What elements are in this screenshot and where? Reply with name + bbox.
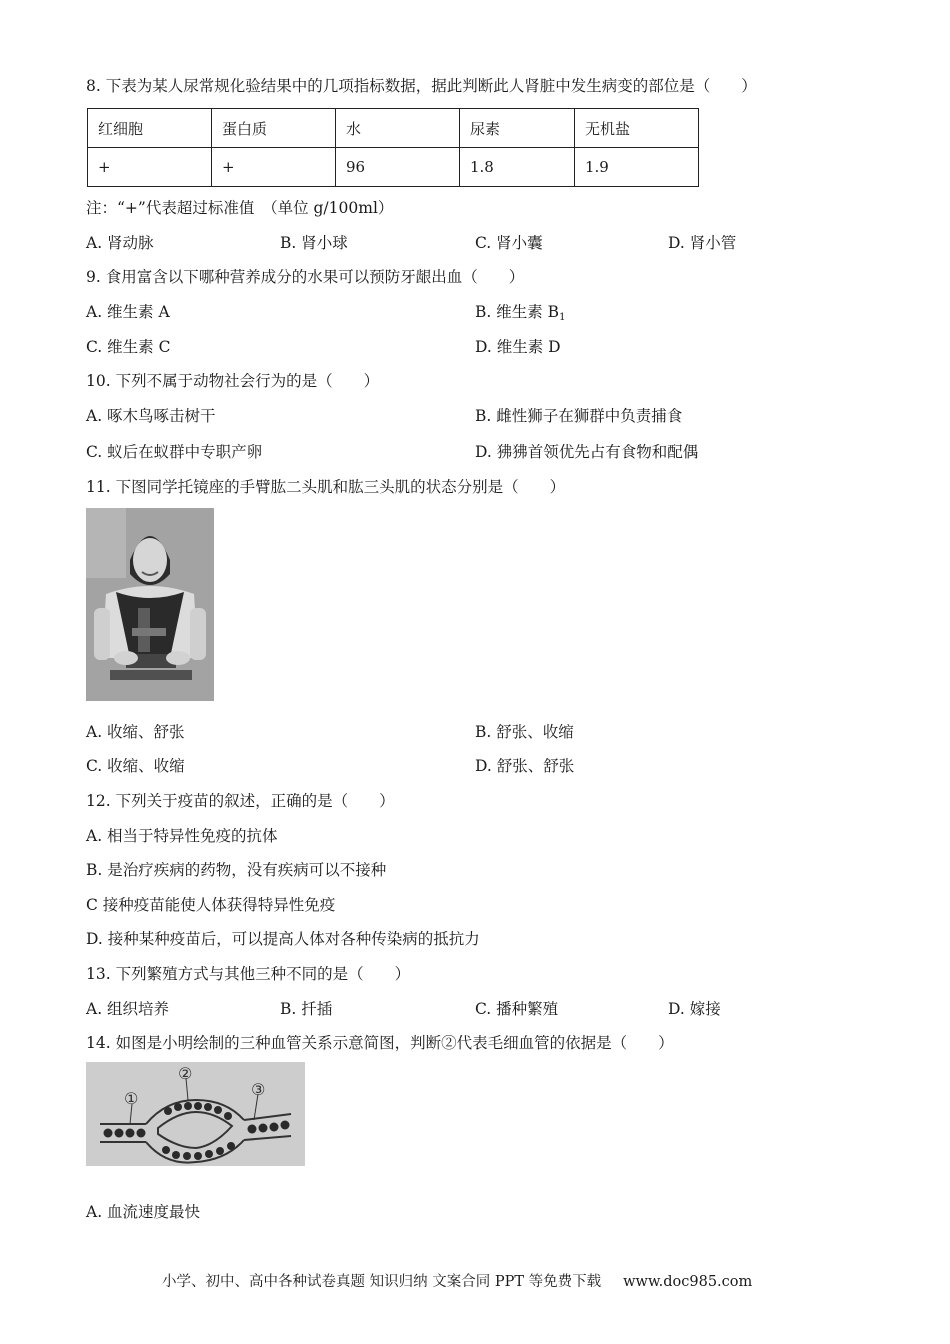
student-microscope-illustration: [86, 508, 214, 701]
table-header-cell: 尿素: [460, 109, 575, 148]
q10-option-c: C. 蚁后在蚁群中专职产卵: [86, 443, 263, 461]
q11-option-a: A. 收缩、舒张: [86, 723, 185, 741]
q11-option-b: B. 舒张、收缩: [475, 723, 574, 741]
q8-option-b: B. 肾小球: [280, 234, 348, 252]
q10-option-b: B. 雌性狮子在狮群中负责捕食: [475, 407, 683, 425]
q10-stem: 10. 下列不属于动物社会行为的是（ ）: [86, 372, 380, 390]
footer-url-link[interactable]: www.doc985.com: [623, 1274, 753, 1290]
table-header-cell: 无机盐: [575, 109, 699, 148]
table-cell: 96: [336, 148, 460, 187]
q9-option-c: C. 维生素 C: [86, 338, 171, 356]
q8-option-c: C. 肾小囊: [475, 234, 543, 252]
table-row: [88, 148, 699, 187]
q12-option-a: A. 相当于特异性免疫的抗体: [86, 827, 278, 845]
q13-option-b: B. 扦插: [280, 1000, 333, 1018]
q8-stem: 8. 下表为某人尿常规化验结果中的几项指标数据，据此判断此人肾脏中发生病变的部位是（ ）: [86, 77, 757, 95]
q13-option-a: A. 组织培养: [86, 1000, 170, 1018]
q9-option-d: D. 维生素 D: [475, 338, 561, 356]
q13-stem: 13. 下列繁殖方式与其他三种不同的是（ ）: [86, 965, 411, 983]
diagram-label-3: ③: [251, 1080, 266, 1099]
table-cell: 1.9: [575, 148, 699, 187]
q12-option-b: B. 是治疗疾病的药物，没有疾病可以不接种: [86, 861, 387, 879]
table-header-cell: 红细胞: [88, 109, 212, 148]
q12-stem: 12. 下列关于疫苗的叙述，正确的是（ ）: [86, 792, 395, 810]
q10-option-a: A. 啄木鸟啄击树干: [86, 407, 216, 425]
q8-option-a: A. 肾动脉: [86, 234, 154, 252]
blood-vessel-illustration: [86, 1062, 305, 1166]
urine-test-table: [87, 108, 699, 187]
q11-option-d: D. 舒张、舒张: [475, 757, 575, 775]
q14-option-a: A. 血流速度最快: [86, 1203, 201, 1221]
table-cell: 1.8: [460, 148, 575, 187]
q11-option-c: C. 收缩、收缩: [86, 757, 185, 775]
student-microscope-photo: [86, 508, 214, 701]
q12-option-c: C 接种疫苗能使人体获得特异性免疫: [86, 896, 336, 914]
q11-stem: 11. 下图同学托镜座的手臂肱二头肌和肱三头肌的状态分别是（ ）: [86, 478, 566, 496]
q9-stem: 9. 食用富含以下哪种营养成分的水果可以预防牙龈出血（ ）: [86, 268, 525, 286]
table-cell: +: [212, 148, 336, 187]
blood-vessel-diagram: [86, 1062, 305, 1166]
table-header-row: [88, 109, 699, 148]
table-header-cell: 蛋白质: [212, 109, 336, 148]
q8-note: 注：“+”代表超过标准值 （单位 g/100ml）: [86, 199, 394, 217]
q14-stem: 14. 如图是小明绘制的三种血管关系示意简图，判断②代表毛细血管的依据是（ ）: [86, 1034, 674, 1052]
page-footer: [162, 1270, 752, 1291]
q9-option-b-subscript: 1: [559, 312, 566, 323]
q9-option-b-text: B. 维生素 B: [475, 303, 560, 321]
q9-option-b: [475, 302, 565, 328]
footer-text: 小学、初中、高中各种试卷真题 知识归纳 文案合同 PPT 等免费下载: [162, 1274, 602, 1290]
table-header-cell: 水: [336, 109, 460, 148]
q13-option-d: D. 嫁接: [668, 1000, 721, 1018]
diagram-label-2: ②: [178, 1064, 193, 1083]
q8-option-d: D. 肾小管: [668, 234, 737, 252]
q12-option-d: D. 接种某种疫苗后，可以提高人体对各种传染病的抵抗力: [86, 930, 480, 948]
table-cell: +: [88, 148, 212, 187]
q13-option-c: C. 播种繁殖: [475, 1000, 559, 1018]
diagram-label-1: ①: [124, 1089, 139, 1108]
q10-option-d: D. 狒狒首领优先占有食物和配偶: [475, 443, 699, 461]
q9-option-a: A. 维生素 A: [86, 303, 170, 321]
